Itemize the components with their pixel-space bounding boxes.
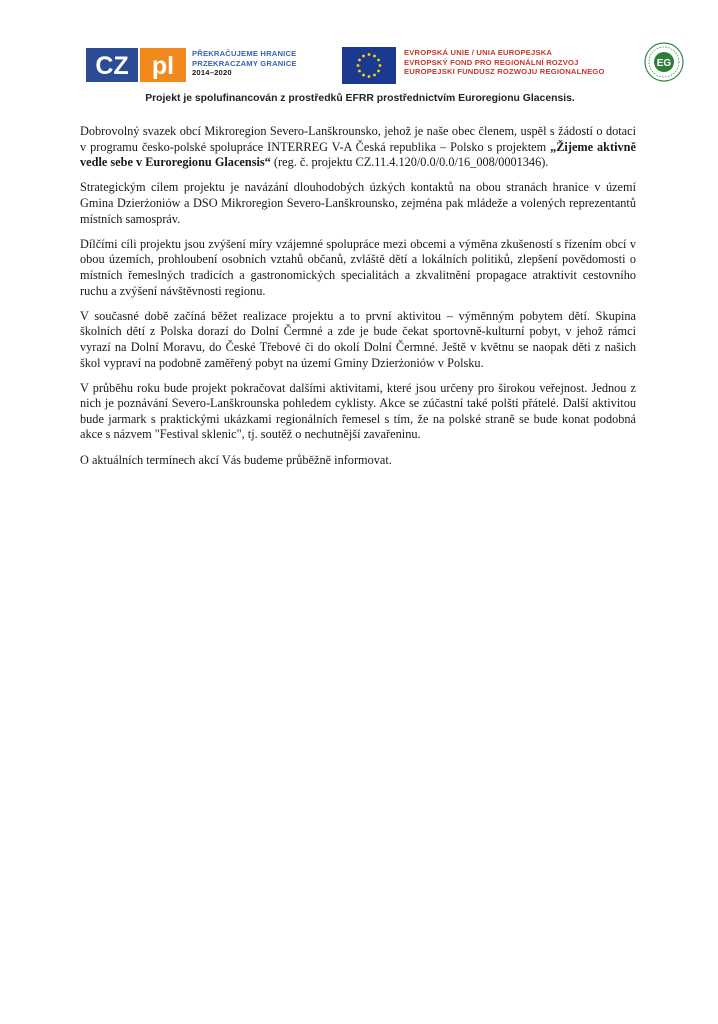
svg-text:EG: EG [656,58,672,69]
eu-star-icon [362,74,365,77]
paragraph-1-end: (reg. č. projektu CZ.11.4.120/0.0/0.0/16_008/0001346). [270,155,549,170]
eu-star-icon [357,64,360,67]
eu-star-icon [373,55,376,58]
eu-star-icon [377,59,380,62]
eu-star-icon [373,74,376,77]
paragraph-3: Dílčími cíli projektu jsou zvýšení míry vzájemné spolupráce mezi obcemi a výměna zkušeností s řízením obcí v obou územích, prohloubení osobních vztahů občanů, zvláště dětí a lokálních politiků, zlepšení povědomosti o místních řemeslných tradicích a gastronomických specialitách a zkvalitnění propagace atraktivit cestovního ruchu a zvýšení návštěvnosti regionu. [80,236,636,298]
paragraph-1 [80,124,636,171]
eu-line-2: EVROPSKÝ FOND PRO REGIONÁLNÍ ROZVOJ [404,57,579,67]
paragraph-4: V současné době začíná běžet realizace projektu a to první aktivitou – výměnným pobytem dětí. Skupina školních dětí z Polska dorazí do Dolní Čermné a zde je bude čekat sportovně-kulturní pobyt, v jehož rámci vyrazí na Dolní Moravu, do České Třebové či do okolí Dolní Čermné. Ještě v květnu se naopak děti z našich škol vypraví na podobně zaměřený pobyt na území Gminy Dzierżoniów v Polsku. [80,308,636,370]
eu-funding-text [404,48,644,77]
project-title: „Žijeme aktivně vedle sebe v Euroregionu Glacensis“ [80,139,636,170]
eu-star-icon [362,55,365,58]
eu-star-icon [377,70,380,73]
eu-star-icon [379,64,382,67]
eu-flag-icon [342,47,396,84]
svg-text:pl: pl [151,52,175,80]
paragraph-6: O aktuálních termínech akcí Vás budeme průběžně informovat. [80,452,392,467]
eu-line-3: EUROPEJSKI FUNDUSZ ROZWOJU REGIONALNEGO [404,67,605,77]
eu-star-icon [358,59,361,62]
article-body [80,124,636,478]
eu-line-1: EVROPSKÁ UNIE / UNIA EUROPEJSKA [404,48,553,57]
czpl-logo [86,46,186,84]
euroregion-glacensis-logo [644,42,684,82]
eu-star-icon [368,75,371,78]
eu-star-icon [358,70,361,73]
czpl-line-3: 2014–2020 [192,68,232,78]
eu-star-icon [368,53,371,56]
paragraph-1-intro: Dobrovolný svazek obcí Mikroregion Severo-Lanškrounsko, jehož je naše obec členem, uspěl s žádostí o dotaci v programu česko-polské spolupráce INTERREG V-A Česká republika – Polsko s projektem [80,124,636,154]
cofinancing-note: Projekt je spolufinancován z prostředků EFRR prostřednictvím Euroregionu Glacensis. [145,93,575,104]
czpl-line-2: PRZEKRACZAMY GRANICE [192,58,297,68]
paragraph-2: Strategickým cílem projektu je navázání dlouhodobých úzkých kontaktů na obou stranách hranice v území Gmina Dzierżoniów a DSO Mikroregion Severo-Lanškrounsko, zejména pak mládeže a volených reprezentantů místních samospráv. [80,180,636,226]
svg-text:CZ: CZ [95,52,129,80]
paragraph-5: V průběhu roku bude projekt pokračovat dalšími aktivitami, které jsou určeny pro širokou veřejnost. Jednou z nich je poznávání Severo-Lanškrounska pohledem cyklisty. Akce se zúčastní také polští přátelé. Další aktivitou bude jarmark s praktickými ukázkami regionálních řemesel s tím, že na polské straně se bude konat podobná akce s názvem "Festival sklenic", tj. soutěž o nechutnější zavařeninu. [80,380,636,442]
czpl-line-1: PŘEKRAČUJEME HRANICE [192,49,297,58]
header [0,0,718,100]
czpl-tagline [192,49,322,78]
